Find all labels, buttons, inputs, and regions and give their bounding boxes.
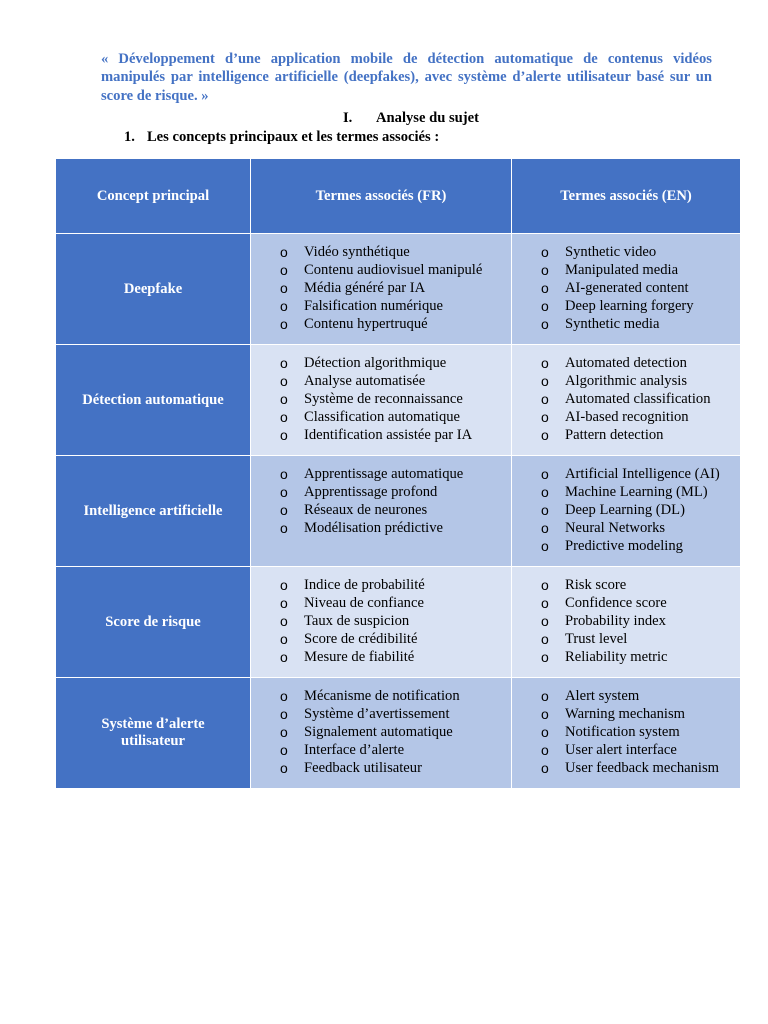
list-item [251, 519, 511, 537]
bullet-icon: o [280, 262, 288, 278]
list-item [512, 759, 740, 777]
bullet-icon: o [280, 427, 288, 443]
term-text: Synthetic media [565, 316, 660, 332]
bullet-icon: o [541, 316, 549, 332]
document-title: « Développement d’une application mobile de détection automatique de contenus vidéos manipulés par intelligence artificielle (deepfakes), avec système d’alerte utilisateur basé sur un score de risque. » [101, 51, 712, 104]
table-row [56, 234, 741, 345]
term-text: Interface d’alerte [304, 742, 405, 758]
list-item [512, 408, 740, 426]
term-text: Machine Learning (ML) [565, 484, 708, 500]
terms-cell-fr [251, 234, 512, 345]
term-text: Warning mechanism [565, 706, 685, 722]
bullet-icon: o [541, 244, 549, 260]
bullet-icon: o [280, 298, 288, 314]
list-item [251, 261, 511, 279]
terms-cell-fr [251, 456, 512, 567]
term-list-fr [251, 576, 511, 666]
term-text: Mesure de fiabilité [304, 649, 415, 665]
term-text: Classification automatique [304, 409, 461, 425]
term-list-en [512, 465, 740, 555]
term-text: Predictive modeling [565, 538, 683, 554]
bullet-icon: o [541, 538, 549, 554]
list-item [512, 483, 740, 501]
terms-cell-fr [251, 678, 512, 789]
terms-cell-en [512, 345, 741, 456]
term-text: Détection algorithmique [304, 355, 447, 371]
list-item [251, 279, 511, 297]
list-item [512, 519, 740, 537]
bullet-icon: o [541, 280, 549, 296]
list-item [251, 390, 511, 408]
bullet-icon: o [541, 688, 549, 704]
bullet-icon: o [280, 631, 288, 647]
list-item [251, 501, 511, 519]
subsection-heading [124, 128, 439, 146]
term-list-fr [251, 687, 511, 777]
term-text: Reliability metric [565, 649, 668, 665]
list-item [512, 279, 740, 297]
list-item [251, 354, 511, 372]
term-text: Taux de suspicion [304, 613, 410, 629]
concept-cell: Détection automatique [56, 345, 251, 456]
term-text: Artificial Intelligence (AI) [565, 466, 720, 482]
bullet-icon: o [280, 409, 288, 425]
table-row [56, 678, 741, 789]
bullet-icon: o [280, 595, 288, 611]
list-item [251, 630, 511, 648]
list-item [512, 426, 740, 444]
bullet-icon: o [280, 373, 288, 389]
terms-cell-en [512, 678, 741, 789]
bullet-icon: o [280, 244, 288, 260]
term-text: Deep Learning (DL) [565, 502, 685, 518]
list-item [512, 648, 740, 666]
terms-cell-fr [251, 567, 512, 678]
bullet-icon: o [541, 502, 549, 518]
bullet-icon: o [541, 466, 549, 482]
list-item [512, 390, 740, 408]
term-text: Neural Networks [565, 520, 666, 536]
bullet-icon: o [280, 613, 288, 629]
term-text: Apprentissage profond [304, 484, 438, 500]
term-list-fr [251, 354, 511, 444]
bullet-icon: o [541, 484, 549, 500]
list-item [251, 483, 511, 501]
term-text: Système de reconnaissance [304, 391, 463, 407]
list-item [512, 741, 740, 759]
concept-cell: Score de risque [56, 567, 251, 678]
term-text: Notification system [565, 724, 680, 740]
term-list-fr [251, 243, 511, 333]
bullet-icon: o [280, 760, 288, 776]
term-list-fr [251, 465, 511, 537]
term-text: Contenu hypertruqué [304, 316, 428, 332]
term-text: Score de crédibilité [304, 631, 418, 647]
term-text: Vidéo synthétique [304, 244, 410, 260]
list-item [512, 576, 740, 594]
bullet-icon: o [280, 577, 288, 593]
list-item [512, 465, 740, 483]
bullet-icon: o [541, 427, 549, 443]
bullet-icon: o [541, 520, 549, 536]
list-item [512, 723, 740, 741]
term-text: Manipulated media [565, 262, 679, 278]
list-item [251, 243, 511, 261]
subsection-title: Les concepts principaux et les termes associés : [146, 129, 440, 145]
term-text: Feedback utilisateur [304, 760, 422, 776]
bullet-icon: o [280, 649, 288, 665]
concept-cell: Intelligence artificielle [56, 456, 251, 567]
list-item [512, 354, 740, 372]
list-item [251, 297, 511, 315]
term-text: Média généré par IA [304, 280, 426, 296]
list-item [251, 741, 511, 759]
term-text: Identification assistée par IA [304, 427, 473, 443]
bullet-icon: o [541, 355, 549, 371]
bullet-icon: o [541, 649, 549, 665]
bullet-icon: o [280, 466, 288, 482]
term-text: Analyse automatisée [304, 373, 426, 389]
term-text: Indice de probabilité [304, 577, 425, 593]
header-terms-fr: Termes associés (FR) [251, 159, 512, 234]
bullet-icon: o [541, 706, 549, 722]
table-row [56, 456, 741, 567]
bullet-icon: o [541, 373, 549, 389]
list-item [512, 261, 740, 279]
list-item [512, 537, 740, 555]
term-text: AI-based recognition [565, 409, 689, 425]
bullet-icon: o [541, 724, 549, 740]
table-body [56, 234, 741, 789]
bullet-icon: o [280, 742, 288, 758]
list-item [251, 612, 511, 630]
term-text: Apprentissage automatique [304, 466, 464, 482]
term-list-en [512, 576, 740, 666]
term-text: User alert interface [565, 742, 677, 758]
term-text: Réseaux de neurones [304, 502, 428, 518]
bullet-icon: o [280, 391, 288, 407]
term-text: Synthetic video [565, 244, 657, 260]
term-text: Système d’avertissement [304, 706, 450, 722]
term-text: Probability index [565, 613, 666, 629]
header-concept: Concept principal [56, 159, 251, 234]
bullet-icon: o [280, 520, 288, 536]
term-text: User feedback mechanism [565, 760, 719, 776]
term-text: AI-generated content [565, 280, 689, 296]
terms-cell-en [512, 234, 741, 345]
list-item [512, 612, 740, 630]
bullet-icon: o [280, 706, 288, 722]
concepts-table [55, 158, 741, 789]
subsection-number: 1. [124, 129, 135, 145]
bullet-icon: o [280, 484, 288, 500]
list-item [512, 594, 740, 612]
term-text: Mécanisme de notification [304, 688, 460, 704]
section-title: Analyse du sujet [376, 110, 479, 126]
list-item [251, 408, 511, 426]
list-item [251, 648, 511, 666]
list-item [512, 297, 740, 315]
list-item [251, 576, 511, 594]
term-text: Alert system [565, 688, 640, 704]
term-text: Automated classification [565, 391, 711, 407]
bullet-icon: o [541, 262, 549, 278]
bullet-icon: o [280, 316, 288, 332]
bullet-icon: o [541, 595, 549, 611]
term-list-en [512, 243, 740, 333]
table-row [56, 567, 741, 678]
list-item [251, 594, 511, 612]
list-item [251, 426, 511, 444]
term-list-en [512, 687, 740, 777]
bullet-icon: o [280, 502, 288, 518]
bullet-icon: o [541, 391, 549, 407]
term-text: Trust level [565, 631, 628, 647]
list-item [512, 372, 740, 390]
bullet-icon: o [541, 409, 549, 425]
bullet-icon: o [541, 613, 549, 629]
table-row [56, 345, 741, 456]
bullet-icon: o [541, 577, 549, 593]
concept-cell: Système d’alerte utilisateur [56, 678, 251, 789]
bullet-icon: o [541, 760, 549, 776]
list-item [512, 630, 740, 648]
list-item [251, 759, 511, 777]
term-text: Niveau de confiance [304, 595, 424, 611]
bullet-icon: o [541, 742, 549, 758]
bullet-icon: o [280, 280, 288, 296]
term-text: Algorithmic analysis [565, 373, 688, 389]
term-text: Modélisation prédictive [304, 520, 444, 536]
list-item [512, 243, 740, 261]
term-text: Falsification numérique [304, 298, 444, 314]
list-item [251, 465, 511, 483]
list-item [251, 723, 511, 741]
terms-cell-en [512, 567, 741, 678]
terms-cell-en [512, 456, 741, 567]
list-item [251, 705, 511, 723]
list-item [251, 687, 511, 705]
header-terms-en: Termes associés (EN) [512, 159, 741, 234]
bullet-icon: o [541, 631, 549, 647]
bullet-icon: o [280, 355, 288, 371]
list-item [251, 372, 511, 390]
term-text: Automated detection [565, 355, 687, 371]
term-text: Deep learning forgery [565, 298, 694, 314]
term-text: Pattern detection [565, 427, 664, 443]
term-text: Contenu audiovisuel manipulé [304, 262, 483, 278]
bullet-icon: o [541, 298, 549, 314]
list-item [512, 705, 740, 723]
bullet-icon: o [280, 688, 288, 704]
list-item [512, 501, 740, 519]
term-list-en [512, 354, 740, 444]
term-text: Confidence score [565, 595, 667, 611]
terms-cell-fr [251, 345, 512, 456]
list-item [512, 687, 740, 705]
term-text: Risk score [565, 577, 627, 593]
section-number: I. [343, 110, 353, 126]
list-item [512, 315, 740, 333]
concept-cell: Deepfake [56, 234, 251, 345]
table-header-row [56, 159, 741, 234]
bullet-icon: o [280, 724, 288, 740]
term-text: Signalement automatique [304, 724, 453, 740]
list-item [251, 315, 511, 333]
